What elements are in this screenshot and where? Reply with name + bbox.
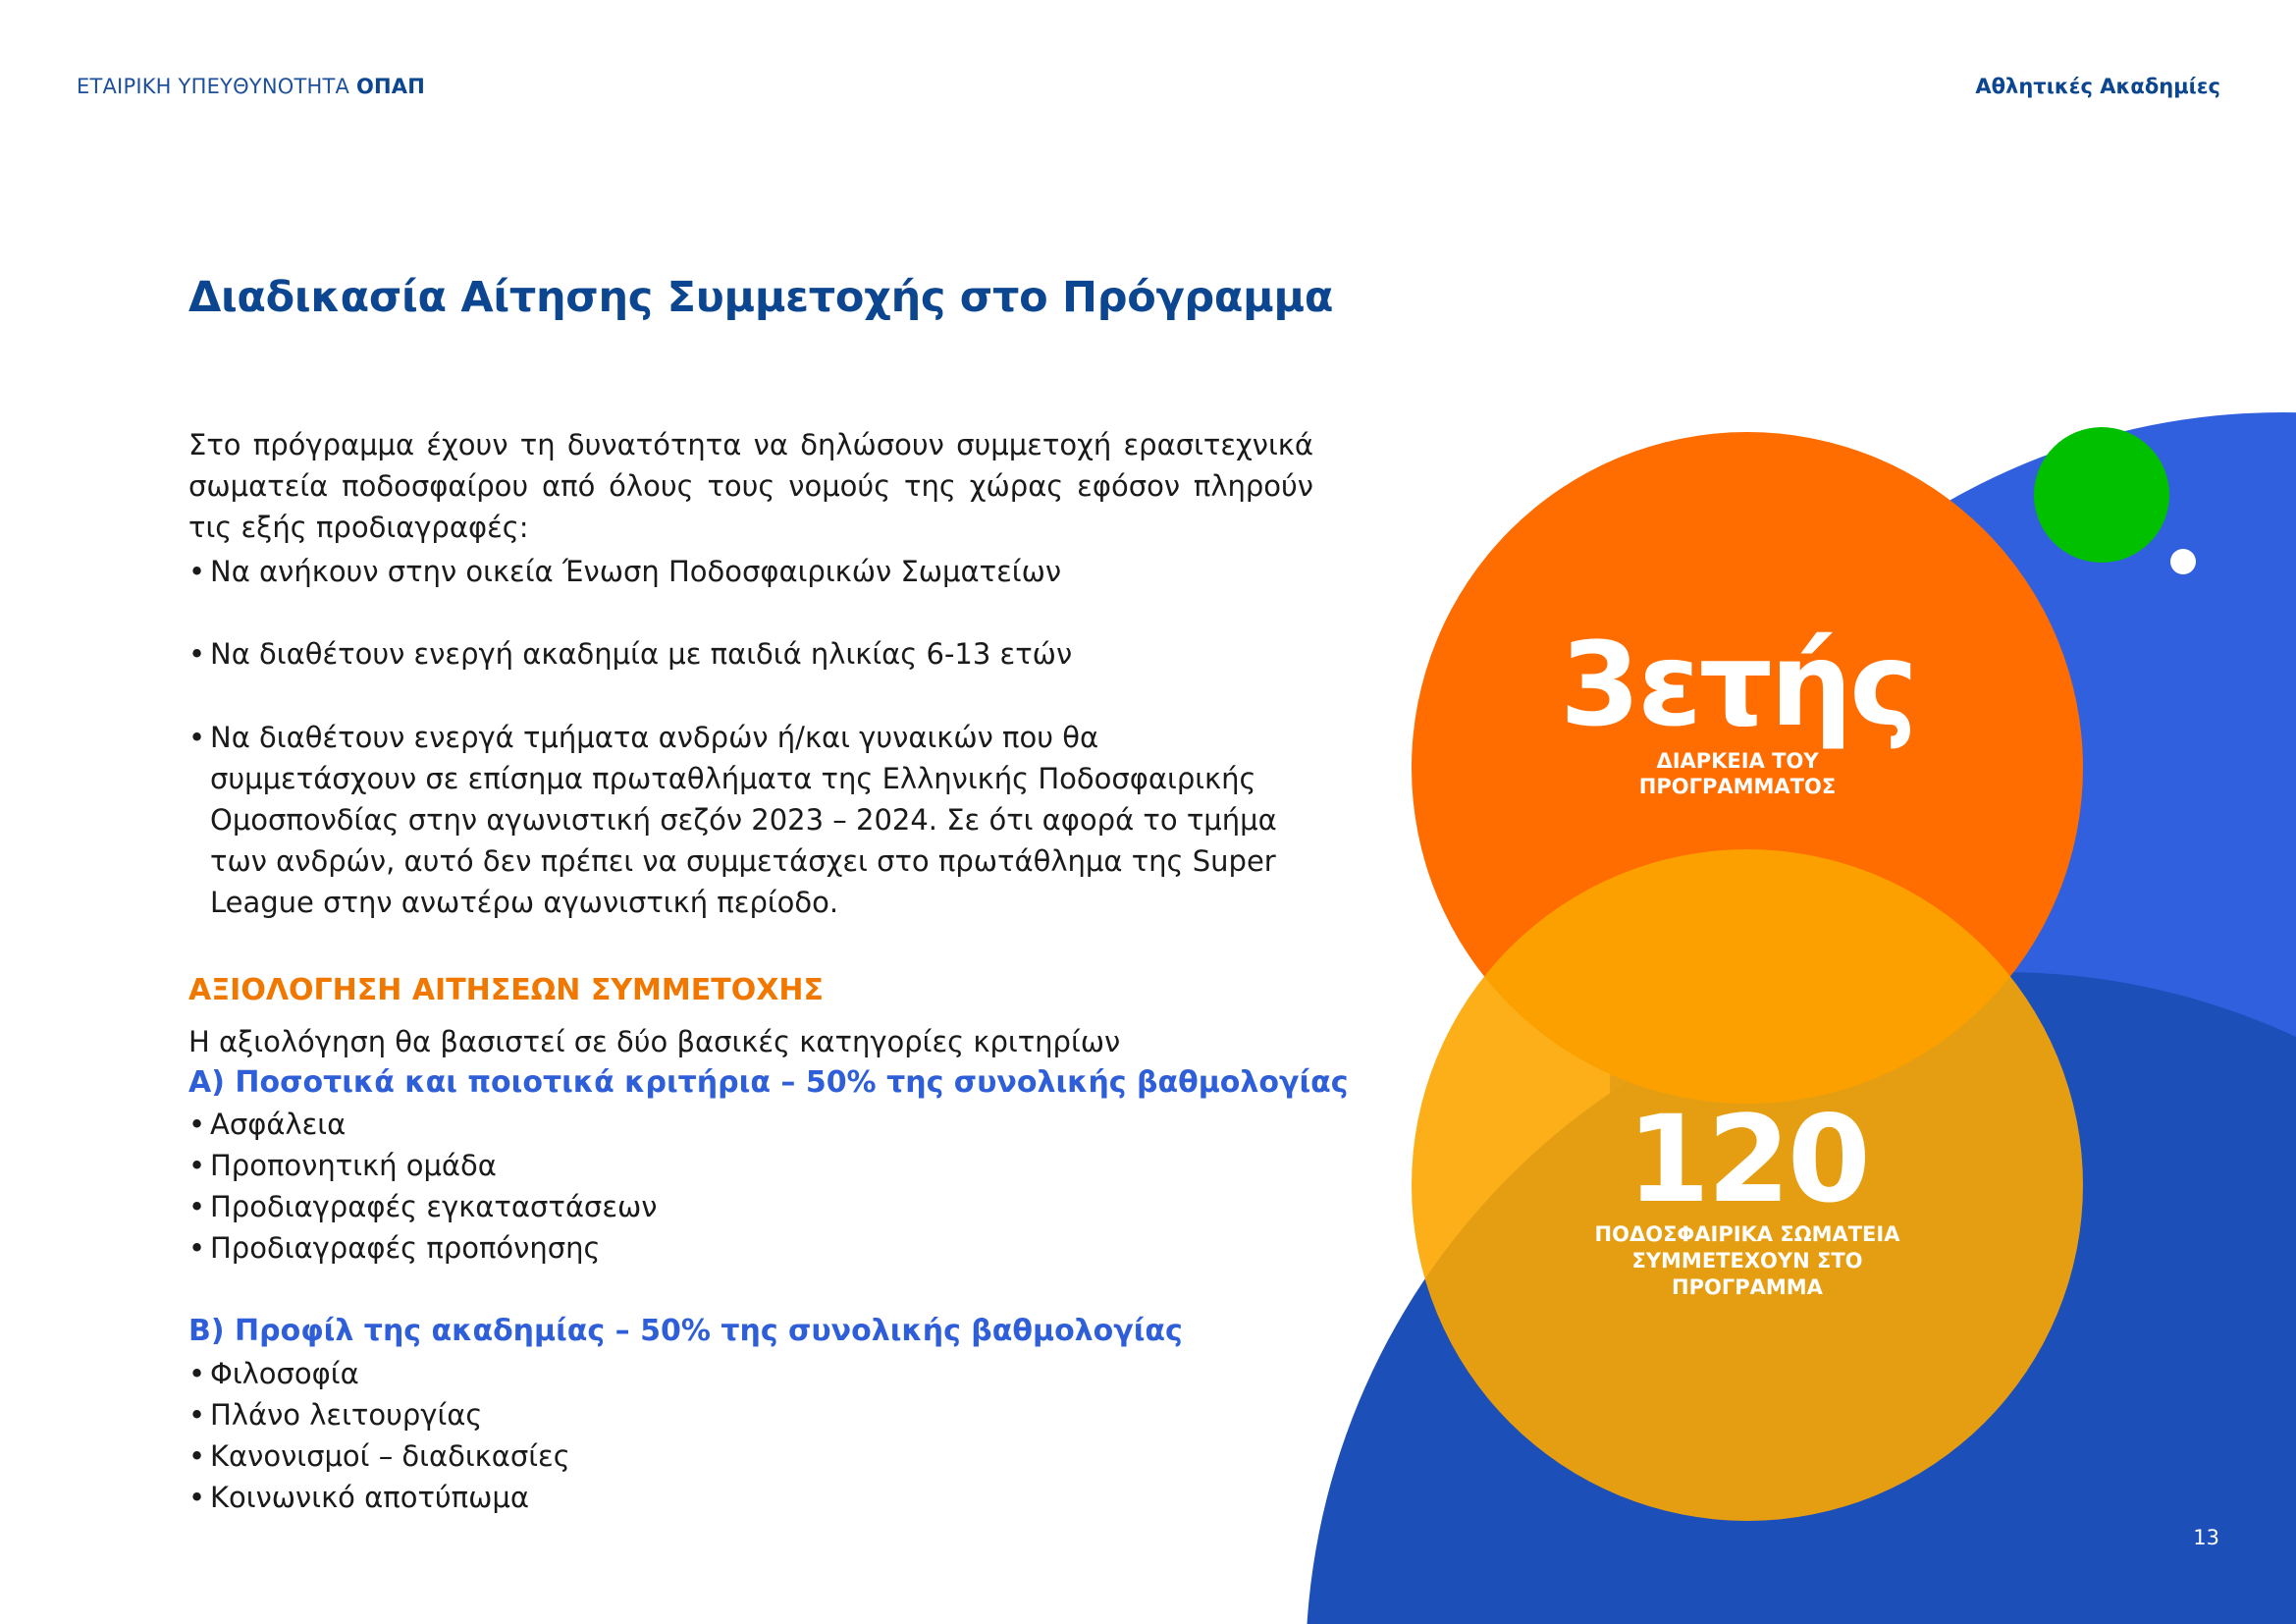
list-item: • Προδιαγραφές προπόνησης [188, 1227, 1327, 1269]
duration-label-line: ΔΙΑΡΚΕΙΑ ΤΟΥ [1656, 749, 1819, 773]
evaluation-intro: Η αξιολόγηση θα βασιστεί σε δύο βασικές κατηγορίες κριτηρίων [188, 1025, 1121, 1058]
criteria-b-list [188, 1353, 1327, 1518]
list-item: • Προπονητική ομάδα [188, 1145, 1327, 1186]
page-title: Διαδικασία Αίτησης Συμμετοχής στο Πρόγραμμα [188, 273, 1334, 322]
list-item: • Να ανήκουν στην οικεία Ένωση Ποδοσφαιρικών Σωματείων [188, 551, 1327, 592]
criteria-a-title: Α) Ποσοτικά και ποιοτικά κριτήρια – 50% της συνολικής βαθμολογίας [188, 1065, 1349, 1100]
duration-label-line: ΠΡΟΓΡΑΜΜΑΤΟΣ [1638, 775, 1837, 798]
clubs-value: 120 [1627, 1090, 1868, 1229]
list-item: • Κανονισμοί – διαδικασίες [188, 1435, 1327, 1477]
clubs-label-line: ΣΥΜΜΕΤΕΧΟΥΝ ΣΤΟ [1631, 1249, 1863, 1272]
header-section: Αθλητικές Ακαδημίες [1975, 75, 2220, 98]
green-dot [2034, 427, 2169, 563]
list-item: • Ασφάλεια [188, 1104, 1327, 1145]
list-item: • Να διαθέτουν ενεργά τμήματα ανδρών ή/και γυναικών που θα συμμετάσχουν σε επίσημα πρωταθλήματα της Ελληνικής Ποδοσφαιρικής Ομοσπονδίας στην αγωνιστική σεζόν 2023 – 2024. Σε ότι αφορά το τμήμα των ανδρών, αυτό δεν πρέπει να συμμετάσχει στο πρωτάθλημα της Super League στην ανωτέρω αγωνιστική περίοδο. [188, 717, 1308, 923]
clubs-label [1531, 1221, 1963, 1301]
page-number: 13 [2193, 1526, 2219, 1549]
requirement-list-2 [188, 633, 1327, 675]
list-item: • Πλάνο λειτουργίας [188, 1394, 1327, 1435]
white-dot [2170, 549, 2196, 574]
clubs-label-line: ΠΟΔΟΣΦΑΙΡΙΚΑ ΣΩΜΑΤΕΙΑ [1594, 1222, 1900, 1246]
intro-paragraph: Στο πρόγραμμα έχουν τη δυνατότητα να δηλώσουν συμμετοχή ερασιτεχνικά σωματεία ποδοσφαίρου από όλους τους νομούς της χώρας εφόσον πληρούν τις εξής προδιαγραφές: [188, 428, 1313, 544]
duration-value: 3ετής [1559, 617, 1916, 752]
list-item: • Κοινωνικό αποτύπωμα [188, 1477, 1327, 1518]
header-brand: ΟΠΑΠ [355, 75, 426, 98]
requirement-list-3 [188, 717, 1308, 923]
duration-label [1551, 748, 1924, 799]
requirement-list-1 [188, 551, 1327, 592]
list-item: • Προδιαγραφές εγκαταστάσεων [188, 1186, 1327, 1227]
list-item: • Φιλοσοφία [188, 1353, 1327, 1394]
criteria-b-title: Β) Προφίλ της ακαδημίας – 50% της συνολικής βαθμολογίας [188, 1314, 1183, 1348]
clubs-label-line: ΠΡΟΓΡΑΜΜΑ [1672, 1275, 1823, 1299]
list-item: • Να διαθέτουν ενεργή ακαδημία με παιδιά ηλικίας 6-13 ετών [188, 633, 1327, 675]
header-prefix: ΕΤΑΙΡΙΚΗ ΥΠΕΥΘΥΝΟΤΗΤΑ [77, 75, 350, 98]
criteria-a-list [188, 1104, 1327, 1269]
header-company [77, 75, 425, 98]
evaluation-title: ΑΞΙΟΛΟΓΗΣΗ ΑΙΤΗΣΕΩΝ ΣΥΜΜΕΤΟΧΗΣ [188, 973, 824, 1007]
